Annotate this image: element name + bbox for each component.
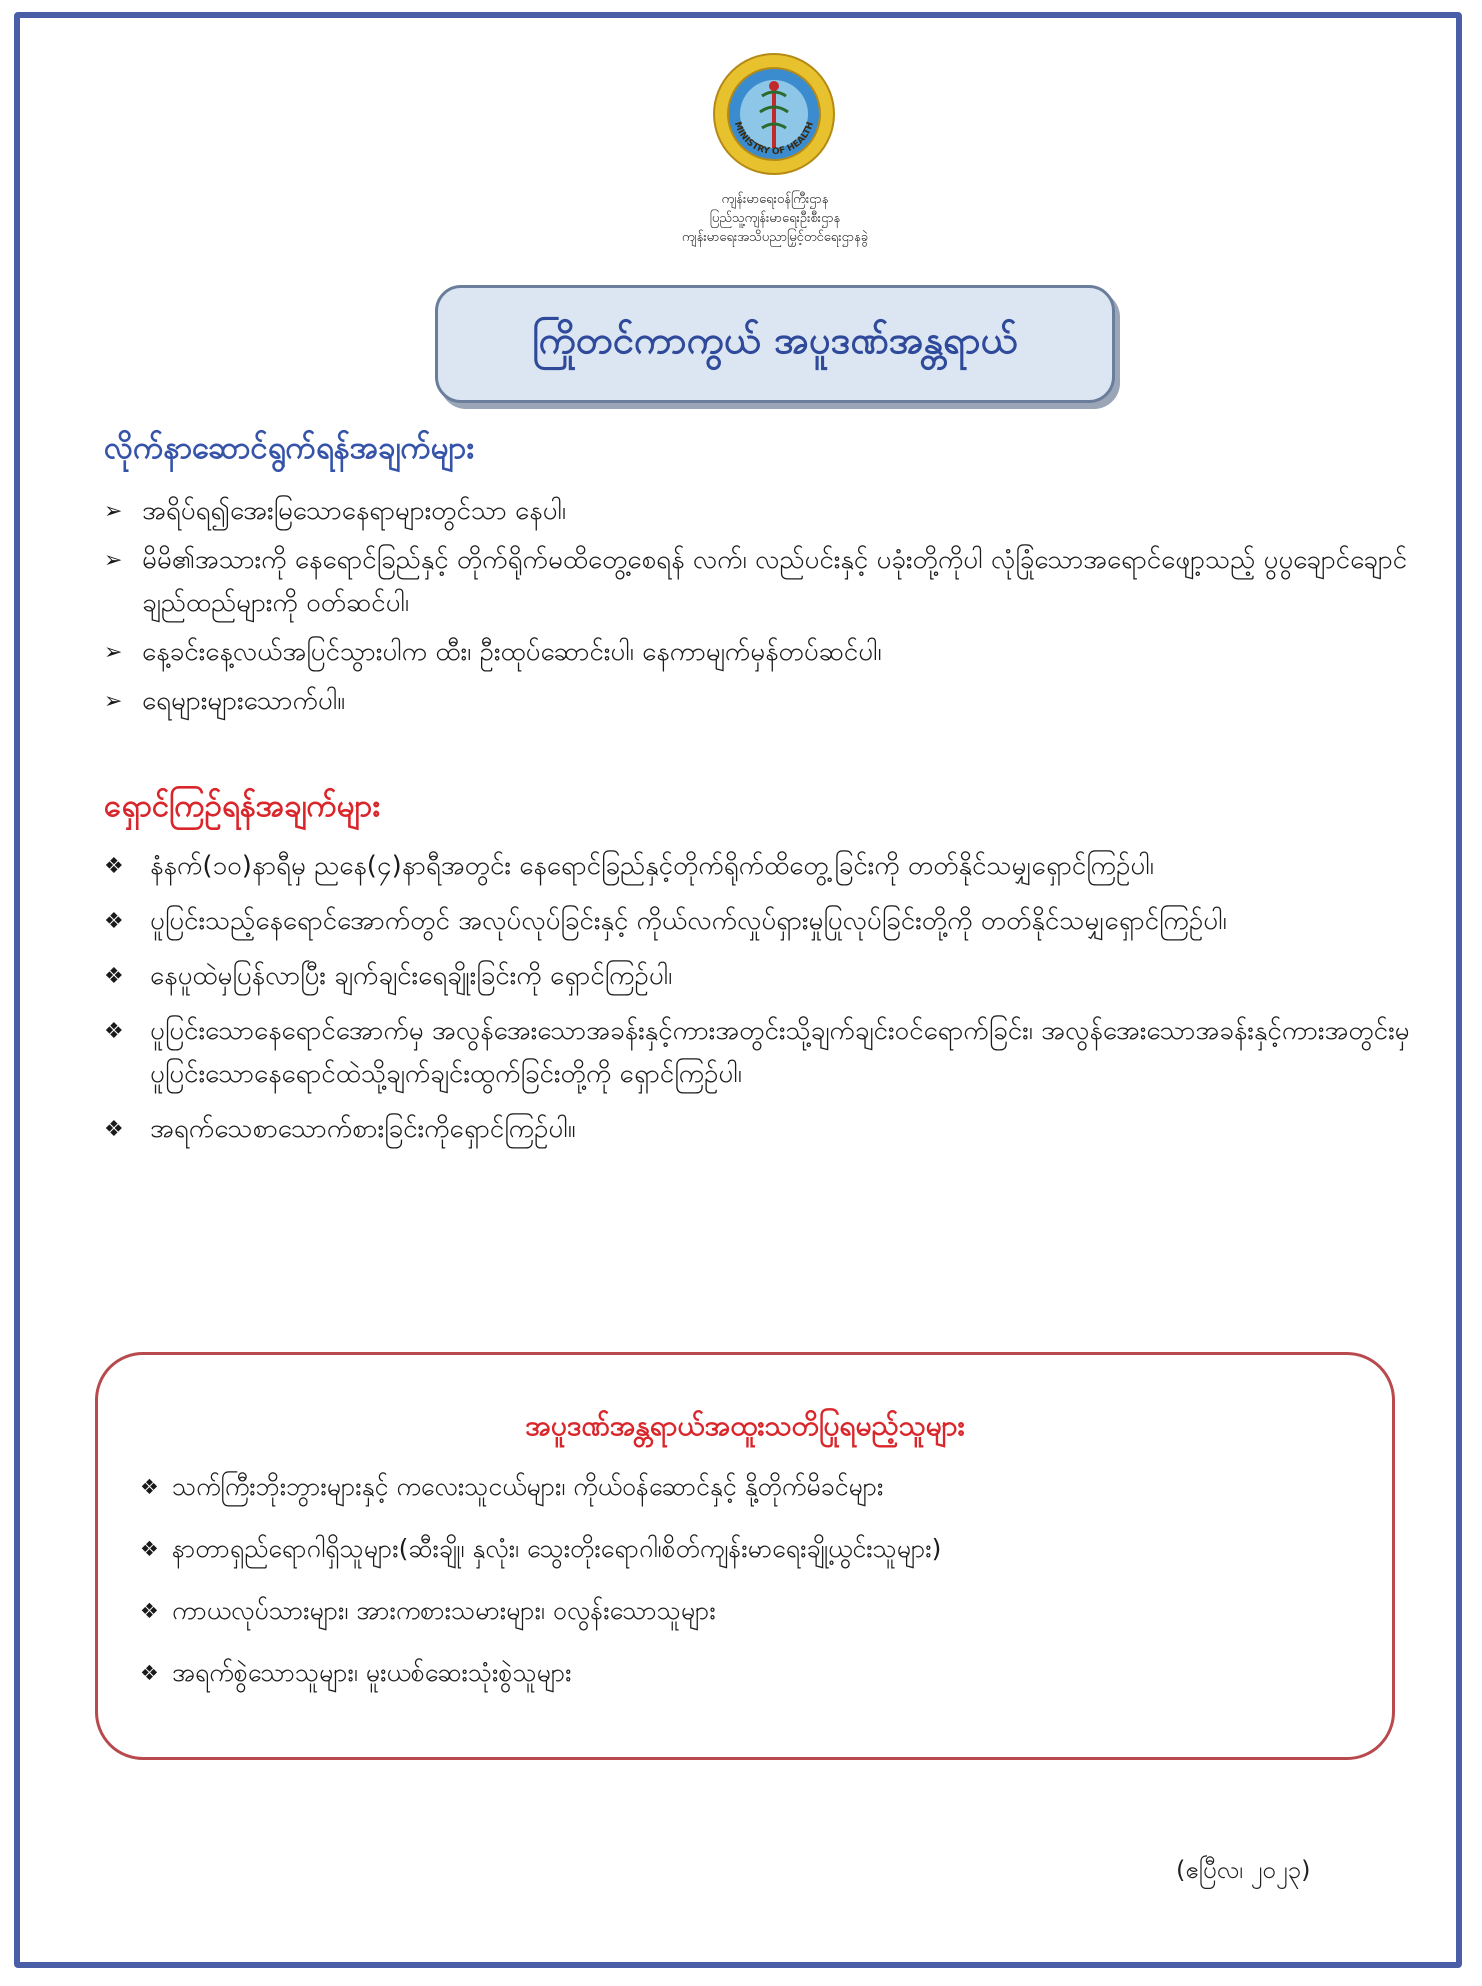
diamond-bullet-icon: ❖	[140, 1475, 159, 1499]
list-item: ❖ ပူပြင်းသည့်နေရောင်အောက်တွင် အလုပ်လုပ်ခြင်းနှင့် ကိုယ်လက်လှုပ်ရှားမှုပြုလုပ်ခြင်းတို့ကို တတ်နိုင်သမျှရှောင်ကြဉ်ပါ၊	[104, 900, 1464, 943]
diamond-bullet-icon: ❖	[140, 1661, 159, 1685]
diamond-bullet-icon: ❖	[104, 854, 124, 879]
list-item: ❖ ပူပြင်းသောနေရောင်အောက်မှ အလွန်အေးသောအခန်းနှင့်ကားအတွင်းသို့ချက်ချင်းဝင်ရောက်ခြင်း၊ အလွန်အေးသောအခန်းနှင့်ကားအတွင်းမှပူပြင်းသောနေရောင်ထဲသို့ချက်ချင်းထွက်ခြင်းတို့ကို ရှောင်ကြဉ်ပါ၊	[104, 1010, 1464, 1096]
diamond-bullet-icon: ❖	[140, 1537, 159, 1561]
list-item: ➢ မိမိ၏အသားကို နေရောင်ခြည်နှင့် တိုက်ရိုက်မထိတွေ့စေရန် လက်၊ လည်ပင်းနှင့် ပခုံးတို့ကိုပါ လုံခြုံသောအရောင်ဖျော့သည့် ပွပွချောင်ချောင်ချည်ထည်များကို ဝတ်ဆင်ပါ၊	[104, 539, 1464, 625]
list-item: ❖ နာတာရှည်ရောဂါရှိသူများ(ဆီးချို၊ နှလုံး၊ သွေးတိုးရောဂါ၊စိတ်ကျန်းမာရေးချို့ယွင်းသူများ)	[140, 1529, 1380, 1569]
list-item: ❖ အရက်စွဲသောသူများ၊ မူးယစ်ဆေးသုံးစွဲသူများ	[140, 1653, 1380, 1693]
list-item: ❖ အရက်သေစာသောက်စားခြင်းကိုရှောင်ကြဉ်ပါ။	[104, 1108, 1464, 1151]
ministry-line: ကျန်းမာရေးဝန်ကြီးဌာန	[721, 192, 829, 207]
department-line: ပြည်သူ့ကျန်းမာရေးဦးစီးဌာန	[709, 211, 841, 226]
title-box	[435, 285, 1115, 403]
diamond-bullet-icon: ❖	[104, 964, 124, 989]
ministry-logo	[712, 52, 836, 176]
list-item: ❖ ကာယလုပ်သားများ၊ အားကစားသမားများ၊ ဝလွန်းသောသူများ	[140, 1591, 1380, 1631]
avoid-list	[104, 845, 1464, 1163]
division-line: ကျန်းမာရေးအသိပညာမြှင့်တင်ရေးဌာနခွဲ	[681, 230, 869, 245]
issue-date: (ဧပြီလ၊ ၂၀၂၃)	[1176, 1856, 1311, 1884]
risk-list	[140, 1467, 1380, 1715]
diamond-bullet-icon: ❖	[104, 909, 124, 934]
arrow-bullet-icon: ➢	[104, 640, 123, 665]
list-item: ➢ ရေများများသောက်ပါ။	[104, 680, 1464, 723]
arrow-bullet-icon: ➢	[104, 689, 123, 714]
arrow-bullet-icon: ➢	[104, 548, 123, 573]
list-item: ❖ နေပူထဲမှပြန်လာပြီး ချက်ချင်းရေချိုးခြင်းကို ရှောင်ကြဉ်ပါ၊	[104, 955, 1464, 998]
avoid-heading: ရှောင်ကြဉ်ရန်အချက်များ	[104, 788, 381, 824]
diamond-bullet-icon: ❖	[104, 1117, 124, 1142]
risk-groups-box	[95, 1352, 1395, 1760]
ministry-names	[560, 190, 990, 247]
diamond-bullet-icon: ❖	[140, 1599, 159, 1623]
arrow-bullet-icon: ➢	[104, 499, 123, 524]
diamond-bullet-icon: ❖	[104, 1019, 124, 1044]
list-item: ❖ နံနက်(၁၀)နာရီမှ ညနေ(၄)နာရီအတွင်း နေရောင်ခြည်နှင့်တိုက်ရိုက်ထိတွေ့ခြင်းကို တတ်နိုင်သမျှရှောင်ကြဉ်ပါ၊	[104, 845, 1464, 888]
svg-text:MINISTRY OF HEALTH: MINISTRY OF HEALTH	[731, 120, 817, 158]
page-title: ကြိုတင်ကာကွယ် အပူဒဏ်အန္တရာယ်	[532, 318, 1018, 362]
follow-heading: လိုက်နာဆောင်ရွက်ရန်အချက်များ	[104, 430, 475, 466]
follow-list	[104, 490, 1464, 729]
list-item: ➢ အရိပ်ရ၍အေးမြသောနေရာများတွင်သာ နေပါ၊	[104, 490, 1464, 533]
risk-heading: အပူဒဏ်အန္တရာယ်အထူးသတိပြုရမည့်သူများ	[525, 1409, 965, 1442]
list-item: ➢ နေ့ခင်းနေ့လယ်အပြင်သွားပါက ထီး၊ ဦးထုပ်ဆောင်းပါ၊ နေကာမျက်မှန်တပ်ဆင်ပါ၊	[104, 631, 1464, 674]
list-item: ❖ သက်ကြီးဘိုးဘွားများနှင့် ကလေးသူငယ်များ၊ ကိုယ်ဝန်ဆောင်နှင့် နို့တိုက်မိခင်များ	[140, 1467, 1380, 1507]
